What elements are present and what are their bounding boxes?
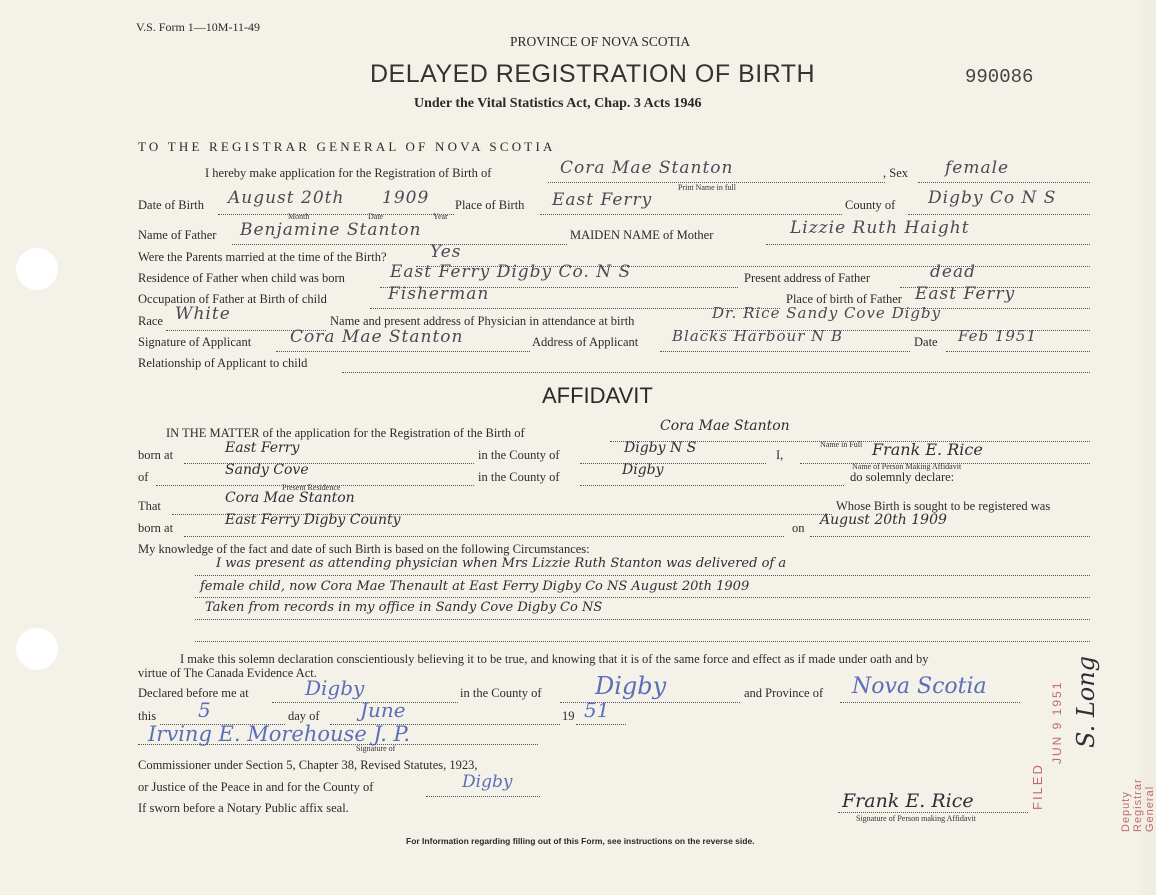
value-pob-father: East Ferry xyxy=(915,284,1016,304)
label-i: I, xyxy=(776,448,784,462)
label-month: Month xyxy=(288,212,310,221)
label-commissioner: Commissioner under Section 5, Chapter 38, Revised Statutes, 1923, xyxy=(138,758,478,772)
label-dob: Date of Birth xyxy=(138,198,204,212)
label-present-address: Present address of Father xyxy=(744,271,871,285)
value-occupation: Fisherman xyxy=(388,284,490,304)
value-residence: Sandy Cove xyxy=(225,462,309,478)
filed-stamp-date: JUN 9 1951 xyxy=(1050,680,1064,764)
filed-stamp: FILED xyxy=(1030,763,1045,810)
value-circumstance-3: Taken from records in my office in Sandy Cove Digby Co NS xyxy=(205,600,603,615)
declaration-text: I make this solemn declaration conscientiously believing it to be true, and knowing that it is of the same force and effect as if made under oath and by xyxy=(180,652,929,666)
value-jp-signature: Irving E. Morehouse J. P. xyxy=(148,722,411,746)
label-born-at-2: born at xyxy=(138,521,174,535)
value-province: Nova Scotia xyxy=(852,674,987,699)
value-father: Benjamine Stanton xyxy=(240,220,422,240)
value-married: Yes xyxy=(430,242,462,262)
label-that: That xyxy=(138,499,161,513)
label-declared: Declared before me at xyxy=(138,686,249,700)
value-sig-applicant: Cora Mae Stanton xyxy=(290,327,464,347)
label-signature-person: Signature of Person making Affidavit xyxy=(856,814,976,823)
value-dob-month: August 20th xyxy=(228,188,345,208)
value-date: Feb 1951 xyxy=(958,327,1038,345)
value-born-at-2: East Ferry Digby County xyxy=(225,512,401,528)
label-name-in-full: Name in Full xyxy=(820,440,863,449)
punch-hole-top xyxy=(16,248,58,290)
page-subtitle: Under the Vital Statistics Act, Chap. 3 Acts 1946 xyxy=(414,96,702,111)
value-on: August 20th 1909 xyxy=(820,512,947,528)
addressee: TO THE REGISTRAR GENERAL OF NOVA SCOTIA xyxy=(138,139,556,154)
label-notary: If sworn before a Notary Public affix seal. xyxy=(138,801,349,815)
label-year: Year xyxy=(433,212,448,221)
footer-note: For Information regarding filling out of this Form, see instructions on the reverse side. xyxy=(406,836,755,846)
value-that: Cora Mae Stanton xyxy=(225,490,355,506)
label-this: this xyxy=(138,709,157,723)
label-occupation: Occupation of Father at Birth of child xyxy=(138,292,327,306)
value-jp-county: Digby xyxy=(462,772,513,792)
affidavit-heading: AFFIDAVIT xyxy=(542,383,653,408)
value-pob: East Ferry xyxy=(552,190,653,210)
label-residence-father: Residence of Father when child was born xyxy=(138,271,345,285)
value-name: Cora Mae Stanton xyxy=(560,158,734,178)
label-solemnly: do solemnly declare: xyxy=(850,470,955,484)
value-year: 51 xyxy=(584,698,610,722)
value-present-address: dead xyxy=(930,262,976,282)
value-address-applicant: Blacks Harbour N B xyxy=(672,327,844,345)
value-affidavit-name: Cora Mae Stanton xyxy=(660,418,790,434)
label-date: Date xyxy=(368,212,384,221)
label-present-residence: Present Residence xyxy=(282,483,341,492)
province-heading: PROVINCE OF NOVA SCOTIA xyxy=(510,34,691,49)
label-in-county: in the County of xyxy=(478,448,560,462)
value-mother: Lizzie Ruth Haight xyxy=(790,218,970,238)
value-sex: female xyxy=(945,158,1010,178)
label-mother: MAIDEN NAME of Mother xyxy=(570,228,714,242)
value-circumstance-1: I was present as attending physician when Mrs Lizzie Ruth Stanton was delivered of a xyxy=(216,556,787,571)
label-in-matter: IN THE MATTER of the application for the Registration of the Birth of xyxy=(166,426,525,440)
label-province-of: and Province of xyxy=(744,686,824,700)
label-date: Date xyxy=(914,335,938,349)
value-declared-place: Digby xyxy=(305,676,365,700)
value-declared-county: Digby xyxy=(595,672,667,700)
label-in-county-2: in the County of xyxy=(478,470,560,484)
label-knowledge: My knowledge of the fact and date of such Birth is based on the following Circumstances: xyxy=(138,542,590,556)
label-declared-county: in the County of xyxy=(460,686,542,700)
value-affiant-signature: Frank E. Rice xyxy=(842,790,974,812)
label-apply: I hereby make application for the Registration of Birth of xyxy=(205,166,492,180)
registration-number: 990086 xyxy=(965,66,1034,88)
label-whose-birth: Whose Birth is sought to be registered was xyxy=(836,499,1051,513)
value-born-at: East Ferry xyxy=(225,440,300,456)
label-physician: Name and present address of Physician in attendance at birth xyxy=(330,314,635,328)
label-sig-applicant: Signature of Applicant xyxy=(138,335,252,349)
label-address-applicant: Address of Applicant xyxy=(532,335,639,349)
label-justice: or Justice of the Peace in and for the County of xyxy=(138,780,374,794)
label-married: Were the Parents married at the time of the Birth? xyxy=(138,250,387,264)
value-circumstance-2: female child, now Cora Mae Thenault at East Ferry Digby Co NS August 20th 1909 xyxy=(200,579,750,594)
label-county: County of xyxy=(845,198,896,212)
registrar-signature: S. Long xyxy=(1072,655,1100,748)
value-county-2: Digby xyxy=(622,462,664,478)
label-day-of: day of xyxy=(288,709,320,723)
label-print-name: Print Name in full xyxy=(678,183,736,192)
label-pob-father: Place of birth of Father xyxy=(786,292,902,306)
value-dob-year: 1909 xyxy=(382,188,430,208)
value-month: June xyxy=(360,698,406,722)
label-pob: Place of Birth xyxy=(455,198,525,212)
label-signature-of: Signature of xyxy=(356,744,396,753)
value-day: 5 xyxy=(198,698,211,722)
label-race: Race xyxy=(138,314,163,328)
label-name-person: Name of Person Making Affidavit xyxy=(852,462,962,471)
label-on: on xyxy=(792,521,805,535)
value-residence-father: East Ferry Digby Co. N S xyxy=(390,262,632,282)
form-number: V.S. Form 1—10M-11-49 xyxy=(136,20,261,34)
value-race: White xyxy=(175,304,231,324)
declaration-text-2: virtue of The Canada Evidence Act. xyxy=(138,666,317,680)
value-physician: Dr. Rice Sandy Cove Digby xyxy=(712,304,942,322)
value-affiant-name: Frank E. Rice xyxy=(872,440,983,459)
value-county: Digby Co N S xyxy=(928,188,1057,208)
label-father: Name of Father xyxy=(138,228,217,242)
label-sex: , Sex xyxy=(883,166,908,180)
label-born-at: born at xyxy=(138,448,174,462)
label-of: of xyxy=(138,470,149,484)
registrar-stamp: Deputy Registrar General xyxy=(1120,778,1156,832)
label-year: 19 xyxy=(562,709,575,723)
punch-hole-bottom xyxy=(16,628,58,670)
value-county: Digby N S xyxy=(624,440,697,456)
label-relationship: Relationship of Applicant to child xyxy=(138,356,308,370)
page-title: DELAYED REGISTRATION OF BIRTH xyxy=(370,60,816,88)
